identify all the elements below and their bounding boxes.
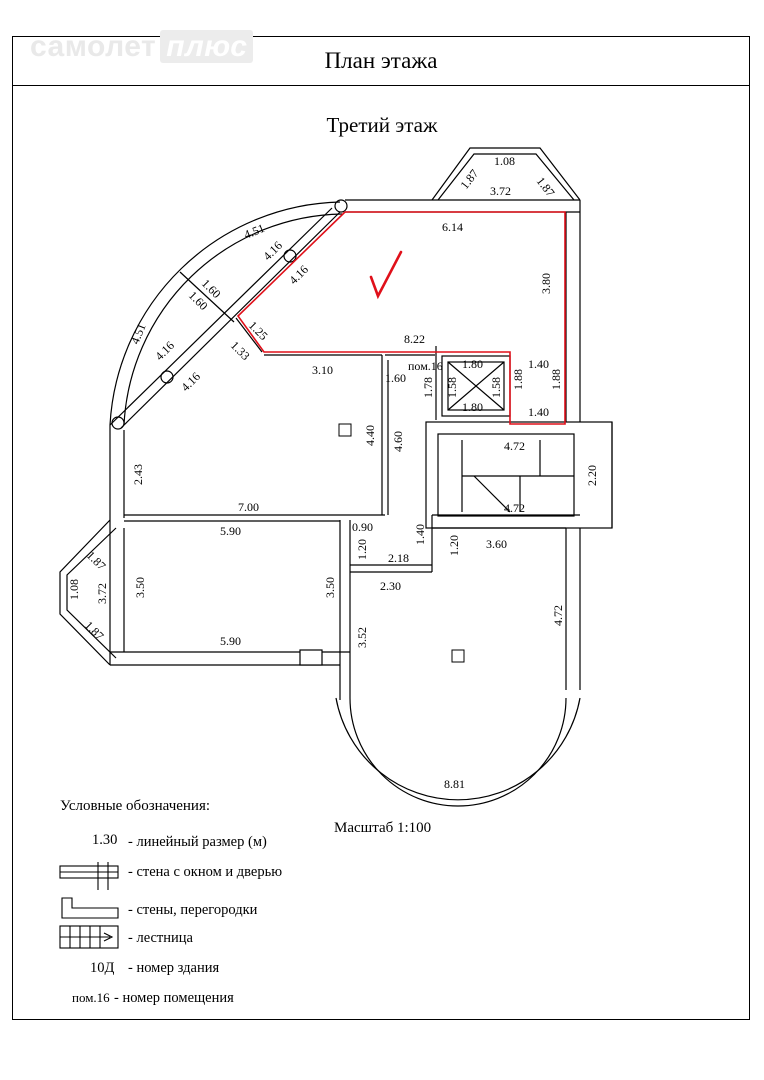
dim-label: 4.16 bbox=[286, 262, 311, 288]
dim-label: 4.51 bbox=[241, 220, 267, 242]
legend-dim-text: - линейный размер (м) bbox=[128, 834, 267, 850]
dim-label: 1.08 bbox=[67, 579, 81, 600]
dim-label: 0.90 bbox=[352, 520, 373, 534]
dim-label: 1.58 bbox=[489, 377, 503, 398]
semicircle-hall bbox=[336, 515, 580, 806]
dim-label: 4.72 bbox=[551, 605, 565, 626]
dim-label: 1.20 bbox=[355, 539, 369, 560]
legend-building-sample: 10Д bbox=[90, 960, 115, 976]
dim-label: 4.72 bbox=[504, 439, 525, 453]
dim-label: 1.87 bbox=[81, 618, 107, 643]
dim-label: 1.40 bbox=[413, 524, 427, 545]
dim-label: 1.87 bbox=[533, 174, 558, 200]
legend-building-text: - номер здания bbox=[128, 960, 220, 976]
dim-label: 1.80 bbox=[462, 400, 483, 414]
legend-dim-sample: 1.30 bbox=[92, 832, 118, 848]
dim-label: 1.87 bbox=[457, 166, 482, 192]
right-wall bbox=[566, 200, 612, 690]
dim-label: 6.14 bbox=[442, 220, 463, 234]
legend-window-symbol bbox=[60, 862, 118, 890]
dim-label: 1.87 bbox=[83, 548, 109, 573]
dim-label: 1.60 bbox=[385, 371, 406, 385]
dim-label: 4.60 bbox=[391, 431, 405, 452]
dim-label: 3.50 bbox=[323, 577, 337, 598]
floor-title: Третий этаж bbox=[326, 113, 438, 137]
dim-label: 3.60 bbox=[486, 537, 507, 551]
legend-title: Условные обозначения: bbox=[60, 798, 211, 814]
dim-label: 3.80 bbox=[539, 273, 553, 294]
dim-label: 5.90 bbox=[220, 634, 241, 648]
legend-room-sample: пом.16 bbox=[72, 990, 110, 1005]
dim-label: 1.20 bbox=[447, 535, 461, 556]
dim-label: 2.20 bbox=[585, 465, 599, 486]
dim-label: 1.08 bbox=[494, 154, 515, 168]
column-circle-2 bbox=[284, 250, 296, 262]
dim-label: 4.72 bbox=[504, 501, 525, 515]
dim-label: 4.51 bbox=[127, 321, 149, 347]
dim-label: 1.88 bbox=[511, 369, 525, 390]
dim-label: 8.81 bbox=[444, 777, 465, 791]
interior-walls bbox=[110, 346, 436, 698]
dim-label: 3.52 bbox=[355, 627, 369, 648]
dim-label: 8.22 bbox=[404, 332, 425, 346]
dim-label: 7.00 bbox=[238, 500, 259, 514]
dim-label: 1.80 bbox=[462, 357, 483, 371]
scale-label: Масштаб 1:100 bbox=[334, 820, 432, 836]
dim-label: 3.50 bbox=[133, 577, 147, 598]
dim-label: 1.33 bbox=[227, 338, 253, 363]
legend-stairs-symbol bbox=[60, 926, 118, 948]
dim-label: 4.40 bbox=[363, 425, 377, 446]
marker-square-1 bbox=[339, 424, 351, 436]
column-circle-4 bbox=[112, 417, 124, 429]
legend-wall-symbol bbox=[62, 898, 118, 918]
left-wall bbox=[110, 425, 124, 665]
dim-label: 1.40 bbox=[528, 405, 549, 419]
dim-label: 1.25 bbox=[245, 318, 271, 343]
marker-square-2 bbox=[452, 650, 464, 662]
dim-label: 3.72 bbox=[95, 583, 109, 604]
dim-label: 1.88 bbox=[549, 369, 563, 390]
dim-label: 2.30 bbox=[380, 579, 401, 593]
dim-label: 1.78 bbox=[421, 377, 435, 398]
checkmark-icon bbox=[371, 252, 401, 296]
dim-label: 1.40 bbox=[528, 357, 549, 371]
dim-label: 1.60 bbox=[198, 276, 224, 301]
room-number-label: пом.16 bbox=[408, 359, 443, 373]
legend-walls-text: - стены, перегородки bbox=[128, 902, 258, 918]
legend-window-text: - стена с окном и дверью bbox=[128, 864, 283, 880]
page-title: План этажа bbox=[324, 47, 438, 73]
dim-label: 1.60 bbox=[185, 288, 211, 313]
dim-label: 4.16 bbox=[260, 238, 285, 264]
dim-label: 3.10 bbox=[312, 363, 333, 377]
diagonal-wall bbox=[110, 208, 340, 428]
legend-room-text: - номер помещения bbox=[114, 990, 234, 1006]
dim-label: 3.72 bbox=[490, 184, 511, 198]
dim-label: 2.43 bbox=[131, 464, 145, 485]
legend-stairs-text: - лестница bbox=[128, 930, 193, 946]
dim-label: 4.16 bbox=[178, 369, 203, 395]
column-circle-1 bbox=[335, 200, 347, 212]
column-circle-3 bbox=[161, 371, 173, 383]
dim-label: 5.90 bbox=[220, 524, 241, 538]
dim-label: 1.58 bbox=[445, 377, 459, 398]
dim-label: 4.16 bbox=[152, 338, 177, 364]
highlighted-room-outline bbox=[238, 212, 565, 424]
dim-label: 2.18 bbox=[388, 551, 409, 565]
watermark-logo: самолет плюс bbox=[30, 30, 253, 64]
